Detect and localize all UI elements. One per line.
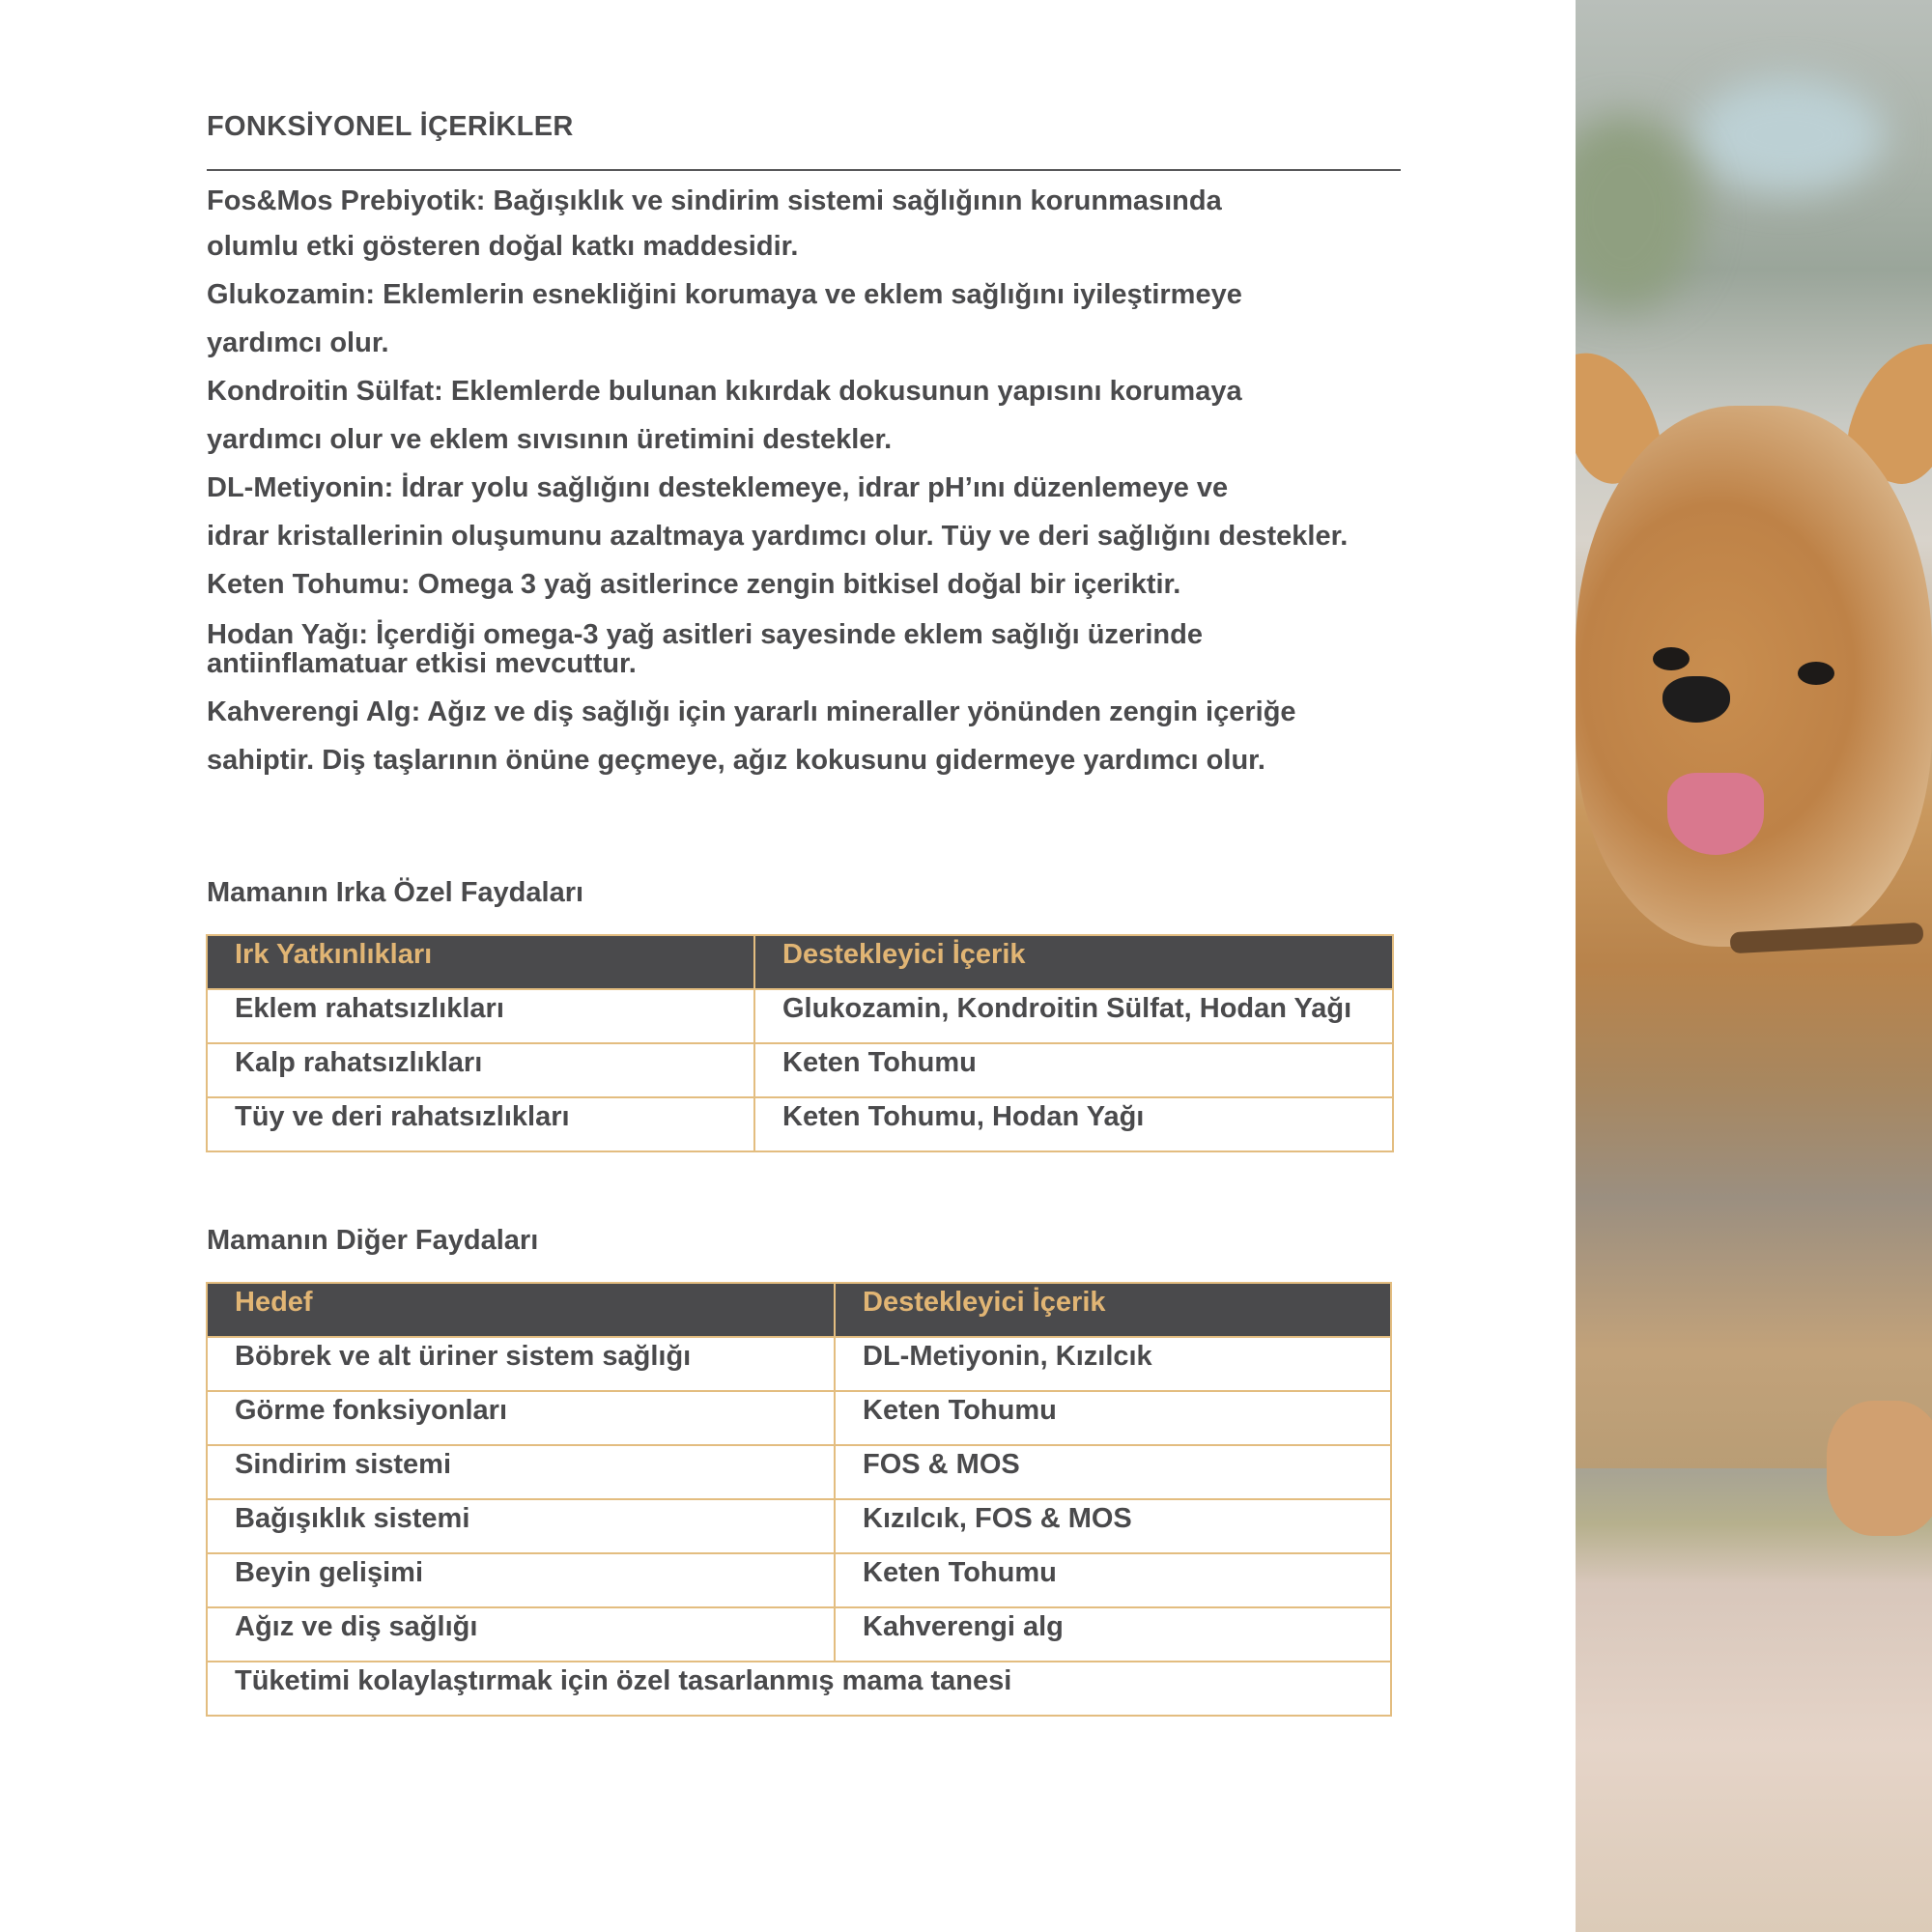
table-cell: Ağız ve diş sağlığı: [207, 1607, 835, 1662]
ingredient-line: Kahverengi Alg: Ağız ve diş sağlığı için yararlı mineraller yönünden zengin içeriğe: [207, 696, 1296, 727]
breed-benefits-table: [206, 934, 1394, 1152]
background-bokeh: [1691, 77, 1885, 193]
table-cell: Keten Tohumu: [835, 1391, 1391, 1445]
table-row: [207, 1553, 1391, 1607]
column-header: Hedef: [207, 1283, 835, 1337]
column-header: Destekleyici İçerik: [835, 1283, 1391, 1337]
table-cell: DL-Metiyonin, Kızılcık: [835, 1337, 1391, 1391]
table-cell: Eklem rahatsızlıkları: [207, 989, 754, 1043]
ingredient-line: Glukozamin: Eklemlerin esnekliğini korumaya ve eklem sağlığını iyileştirmeye: [207, 279, 1242, 310]
table-header-row: [207, 1283, 1391, 1337]
ingredient-line: yardımcı olur ve eklem sıvısının üretimini destekler.: [207, 424, 893, 455]
table-cell: Kalp rahatsızlıkları: [207, 1043, 754, 1097]
ingredient-kondroitin: [207, 367, 1559, 464]
column-header: Irk Yatkınlıkları: [207, 935, 754, 989]
ingredient-line: Fos&Mos Prebiyotik: Bağışıklık ve sindirim sistemi sağlığının korunmasında: [207, 185, 1222, 216]
ingredient-glukozamin: [207, 270, 1559, 367]
table-row: [207, 989, 1393, 1043]
ingredient-line: olumlu etki gösteren doğal katkı maddesidir.: [207, 231, 799, 262]
dog-paw: [1827, 1401, 1932, 1536]
table-row: [207, 1097, 1393, 1151]
table-row: [207, 1607, 1391, 1662]
table-cell: Keten Tohumu, Hodan Yağı: [754, 1097, 1393, 1151]
table-cell: Keten Tohumu: [835, 1553, 1391, 1607]
ingredient-list: [207, 180, 1559, 784]
table-row: [207, 1445, 1391, 1499]
table-cell: Keten Tohumu: [754, 1043, 1393, 1097]
ingredient-dl-metiyonin: [207, 464, 1559, 560]
other-benefits-table: [206, 1282, 1392, 1717]
ingredient-keten-tohumu: [207, 560, 1559, 609]
ingredient-line: DL-Metiyonin: İdrar yolu sağlığını desteklemeye, idrar pH’ını düzenlemeye ve: [207, 472, 1229, 503]
page-title: FONKSİYONEL İÇERİKLER: [207, 111, 574, 142]
table-header-row: [207, 935, 1393, 989]
ingredient-kahverengi-alg: [207, 688, 1559, 784]
ingredient-line: antiinflamatuar etkisi mevcuttur.: [207, 648, 637, 679]
table-cell: FOS & MOS: [835, 1445, 1391, 1499]
ingredient-line: Hodan Yağı: İçerdiği omega-3 yağ asitleri sayesinde eklem sağlığı üzerinde: [207, 619, 1203, 650]
ingredient-line: sahiptir. Diş taşlarının önüne geçmeye, ağız kokusunu gidermeye yardımcı olur.: [207, 745, 1265, 776]
table-cell: Bağışıklık sistemi: [207, 1499, 835, 1553]
dog-eye-left: [1653, 647, 1690, 670]
ingredient-line: Kondroitin Sülfat: Eklemlerde bulunan kıkırdak dokusunun yapısını korumaya: [207, 376, 1242, 407]
table-cell: Kızılcık, FOS & MOS: [835, 1499, 1391, 1553]
table-row: [207, 1499, 1391, 1553]
other-benefits-title: Mamanın Diğer Faydaları: [207, 1225, 539, 1256]
table-cell: Glukozamin, Kondroitin Sülfat, Hodan Yağı: [754, 989, 1393, 1043]
table-cell: Tüy ve deri rahatsızlıkları: [207, 1097, 754, 1151]
title-divider: [207, 169, 1401, 171]
ingredient-line: Keten Tohumu: Omega 3 yağ asitlerince zengin bitkisel doğal bir içeriktir.: [207, 569, 1181, 600]
table-cell: Kahverengi alg: [835, 1607, 1391, 1662]
ingredient-line: idrar kristallerinin oluşumunu azaltmaya yardımcı olur. Tüy ve deri sağlığını destekler.: [207, 521, 1349, 552]
ingredient-hodan-yagi: [207, 620, 1559, 678]
table-cell: Beyin gelişimi: [207, 1553, 835, 1607]
table-cell: Tüketimi kolaylaştırmak için özel tasarlanmış mama tanesi: [207, 1662, 1391, 1716]
breed-benefits-title: Mamanın Irka Özel Faydaları: [207, 877, 584, 908]
rock-surface: [1576, 1468, 1932, 1932]
dog-tongue: [1667, 773, 1764, 855]
dog-nose: [1662, 676, 1730, 723]
ingredient-fos-mos: [207, 180, 1559, 270]
table-cell: Böbrek ve alt üriner sistem sağlığı: [207, 1337, 835, 1391]
column-header: Destekleyici İçerik: [754, 935, 1393, 989]
table-row: [207, 1043, 1393, 1097]
table-row: [207, 1391, 1391, 1445]
table-row: [207, 1337, 1391, 1391]
table-cell: Görme fonksiyonları: [207, 1391, 835, 1445]
table-cell: Sindirim sistemi: [207, 1445, 835, 1499]
dog-face: [1576, 406, 1932, 947]
dog-eye-right: [1798, 662, 1834, 685]
table-footer-row: [207, 1662, 1391, 1716]
dog-photo: [1576, 0, 1932, 1932]
ingredient-line: yardımcı olur.: [207, 327, 389, 358]
background-bokeh: [1576, 116, 1701, 309]
